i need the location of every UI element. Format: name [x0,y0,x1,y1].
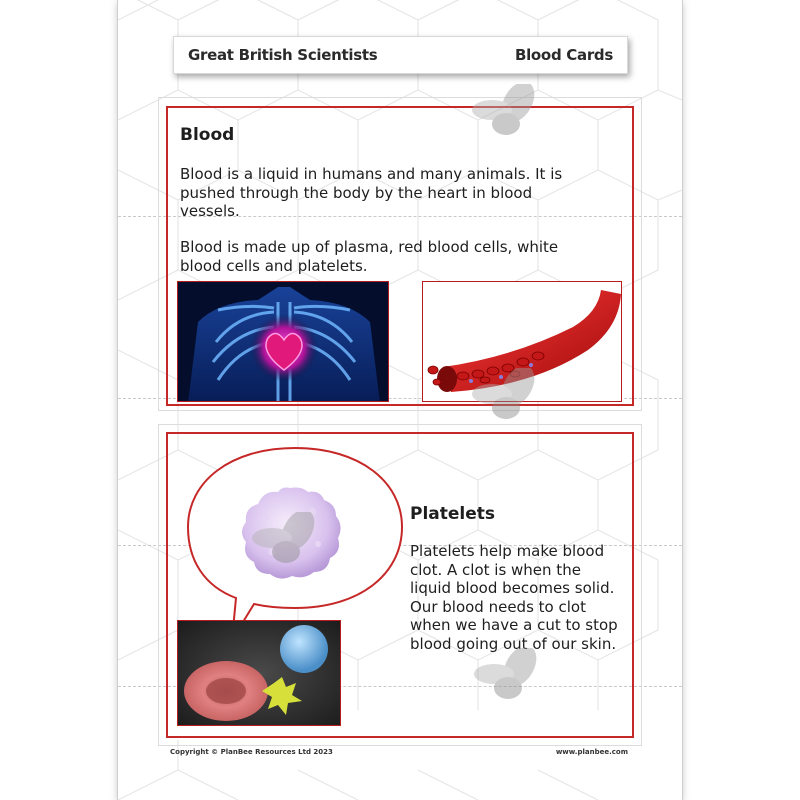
page-header [173,36,628,74]
blood-cells-icon [178,621,341,726]
chest-heart-image [177,281,389,402]
bee-watermark-icon [248,512,332,572]
worksheet-page [118,0,682,800]
header-series-title: Great British Scientists [188,46,378,64]
card-platelets [166,432,634,738]
bee-watermark-icon [468,368,552,428]
heart-illustration-icon [178,282,389,402]
bee-watermark-icon [468,84,552,144]
card-blood [166,106,634,406]
card-platelets-paragraph: Platelets help make blood clot. A clot is when the liquid blood becomes solid. Our blood needs to clot when we have a cut to stop blood going out of our skin. [410,542,618,653]
header-topic-title: Blood Cards [514,46,613,64]
card-blood-title: Blood [180,125,235,145]
bee-watermark-icon [470,648,554,708]
card-blood-paragraph-1: Blood is a liquid in humans and many animals. It is pushed through the body by the heart in blood vessels. [180,165,563,220]
card-blood-paragraph-2: Blood is made up of plasma, red blood cells, white blood cells and platelets. [180,238,559,275]
card-platelets-title: Platelets [410,504,496,524]
blood-cells-micrograph [177,620,341,726]
footer-copyright: Copyright © PlanBee Resources Ltd 2023 [170,748,333,756]
footer-website: www.planbee.com [555,748,628,756]
